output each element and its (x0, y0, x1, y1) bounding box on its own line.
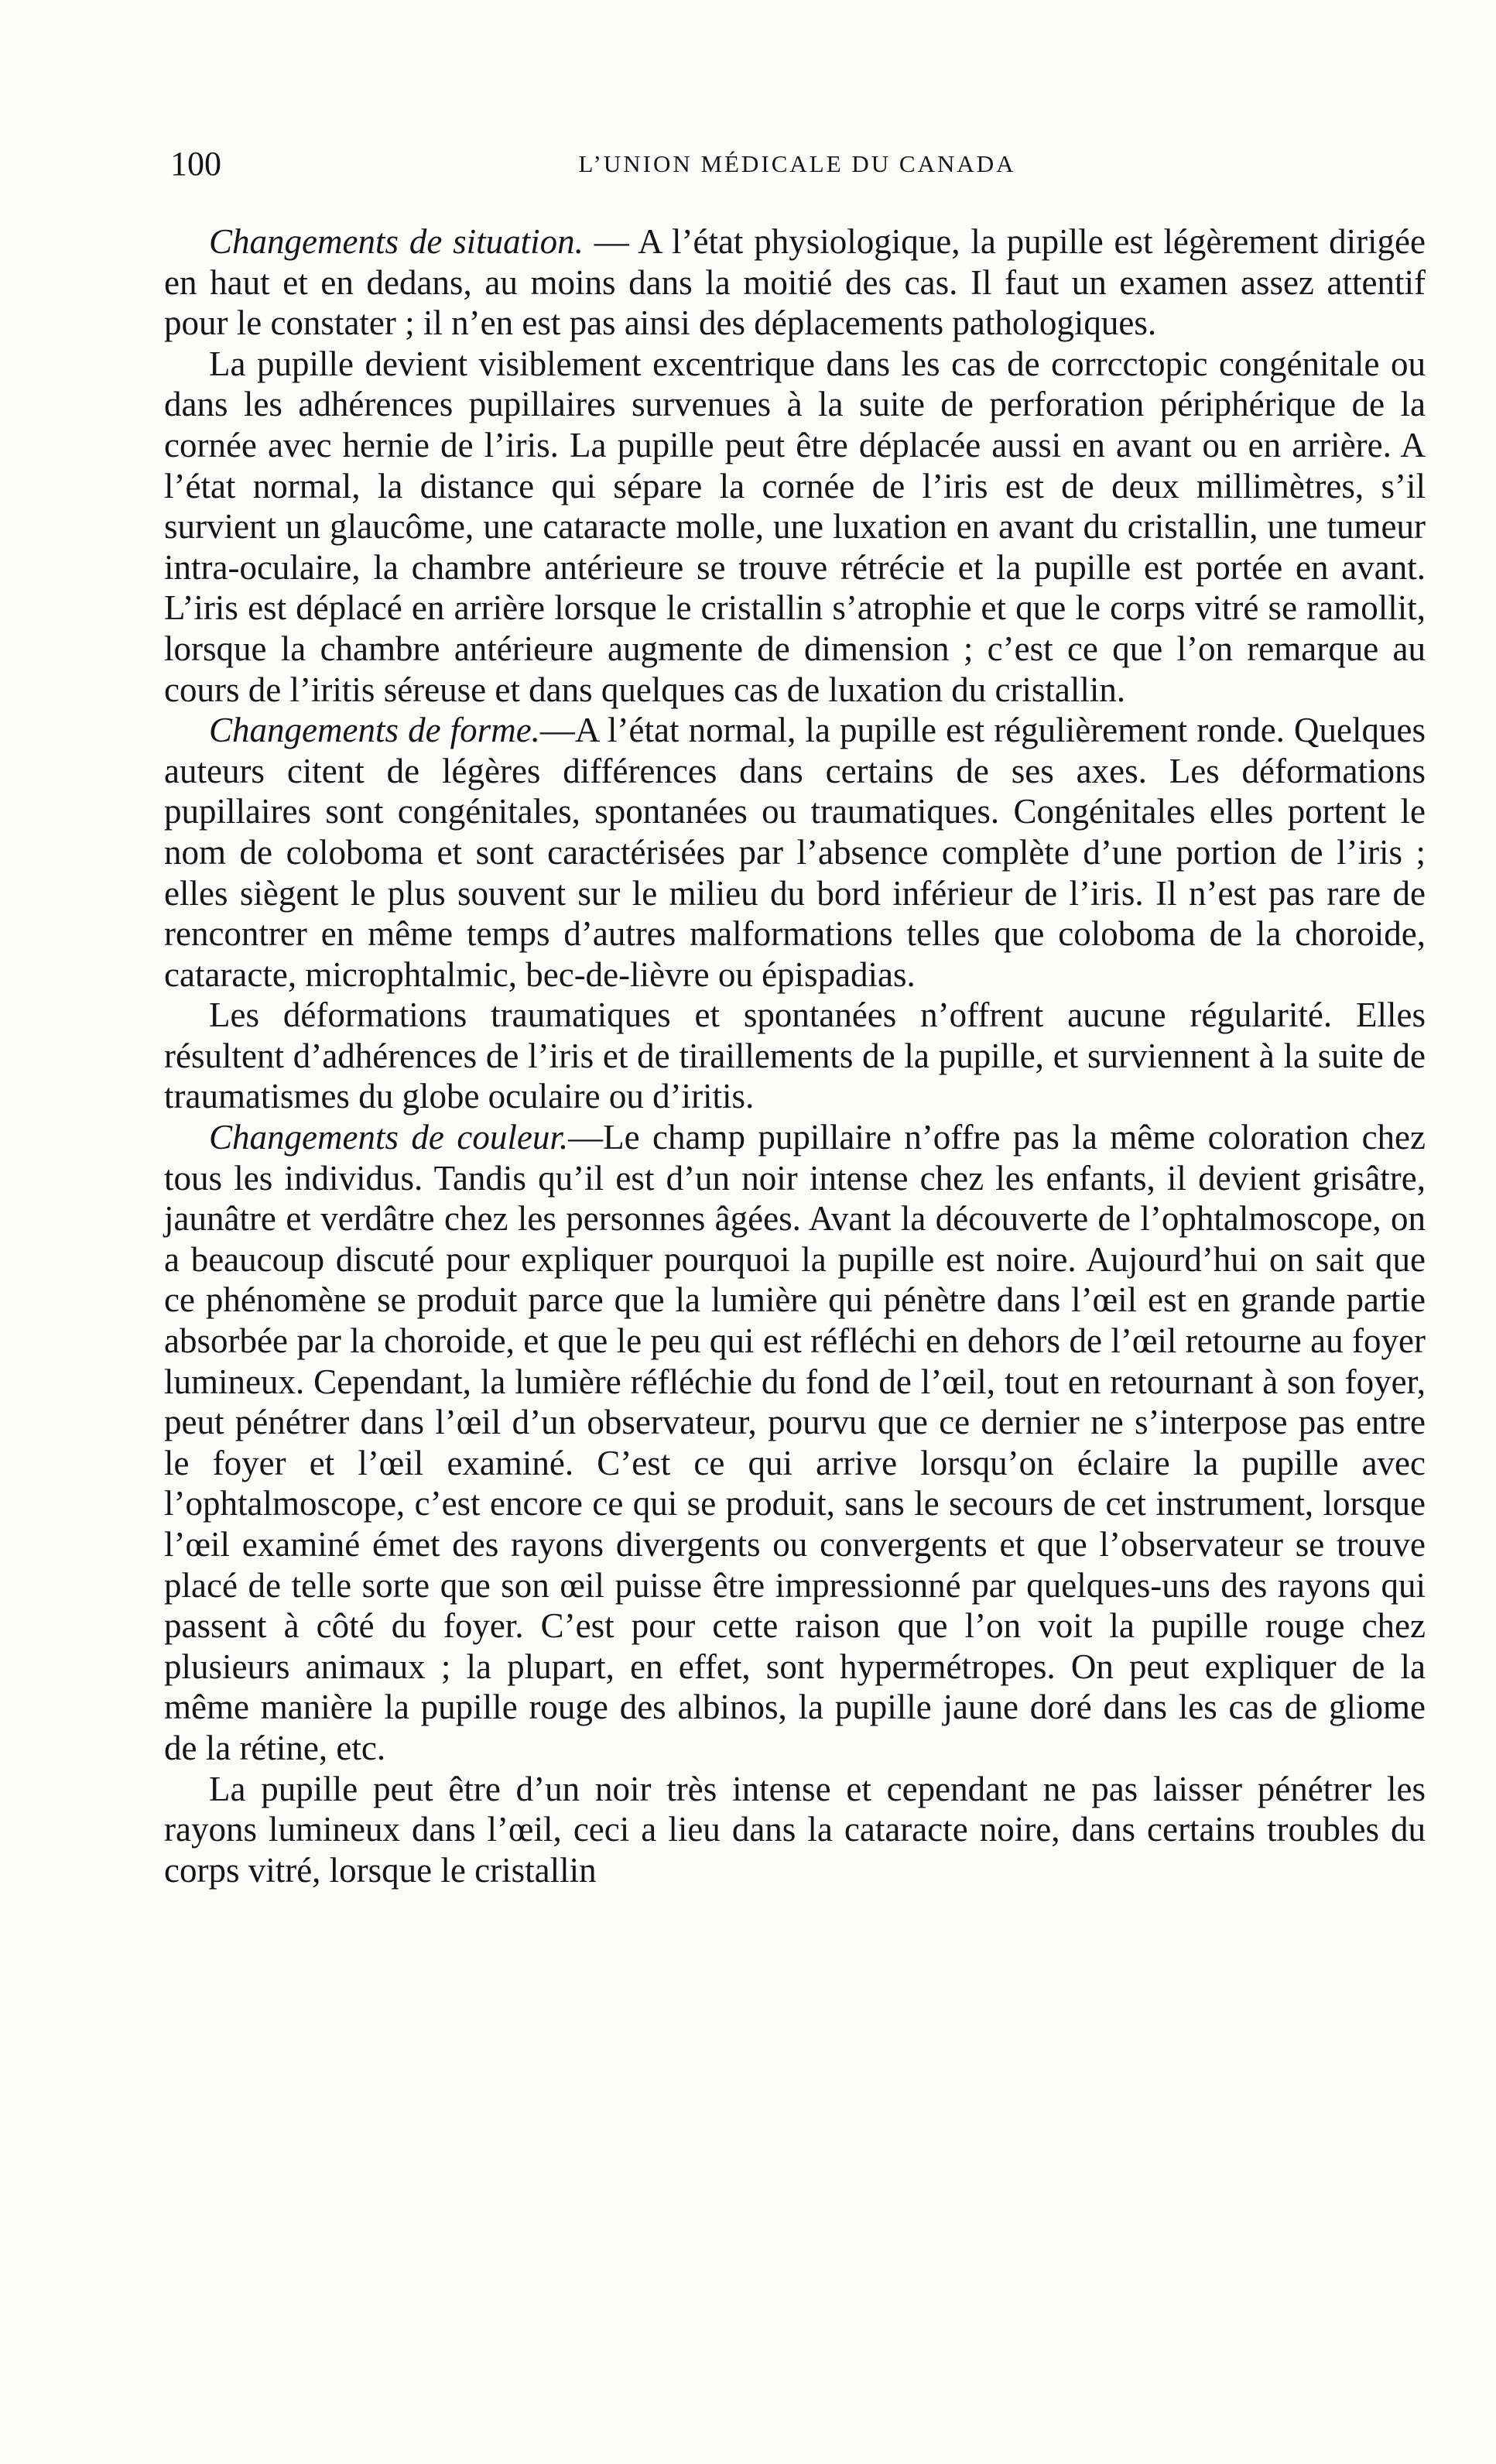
running-title: L’UNION MÉDICALE DU CANADA (578, 150, 1016, 177)
paragraph-text: —A l’état normal, la pupille est régulièrement ronde. Quelques auteurs citent de légères différences dans certains de ses axes. Les déformations pupillaires sont congénitales, spontanées ou traumatiques. Congénitales elles portent le nom de coloboma et sont caractérisées par l’absence complète d’une portion de l’iris ; elles siègent le plus souvent sur le milieu du bord inférieur de l’iris. Il n’est pas rare de rencontrer en même temps d’autres malformations telles que coloboma de la choroide, cataracte, microphtalmic, bec-de-lièvre ou épispadias. (164, 711, 1426, 994)
page-header (170, 141, 1424, 187)
section-heading-form: Changements de forme. (209, 711, 540, 750)
paragraph-text: La pupille devient visiblement excentrique dans les cas de corrcctopic congénitale ou dans les adhérences pupillaires survenues à la suite de perforation périphérique de la cornée avec hernie de l’iris. La pupille peut être déplacée aussi en avant ou en arrière. A l’état normal, la distance qui sépare la cornée de l’iris est de deux millimètres, s’il survient un glaucôme, une cataracte molle, une luxation en avant du cristallin, une tumeur intra-oculaire, la chambre antérieure se trouve rétrécie et la pupille est portée en avant. L’iris est déplacé en arrière lorsque le cristallin s’atrophie et que le corps vitré se ramollit, lorsque la chambre antérieure augmente de dimension ; c’est ce que l’on remarque au cours de l’iritis séreuse et dans quelques cas de luxation du cristallin. (164, 344, 1426, 709)
paragraph-text: La pupille peut être d’un noir très intense et cependant ne pas laisser pénétrer les rayons lumineux dans l’œil, ceci a lieu dans la cataracte noire, dans certains troubles du corps vitré, lorsque le cristallin (164, 1769, 1426, 1890)
paragraph-situation (164, 221, 1426, 344)
section-heading-situation: Changements de situation. (209, 222, 584, 261)
section-heading-color: Changements de couleur. (209, 1118, 569, 1157)
paragraph-text: — A l’état physiologique, la pupille est légèrement dirigée en haut et en dedans, au moins dans la moitié des cas. Il faut un examen assez attentif pour le constater ; il n’en est pas ainsi des déplacements pathologiques. (164, 222, 1426, 343)
page-number: 100 (170, 145, 221, 183)
paragraph-color (164, 1117, 1426, 1769)
paragraph-form (164, 710, 1426, 995)
paragraph-text: —Le champ pupillaire n’offre pas la même coloration chez tous les individus. Tandis qu’il est d’un noir intense chez les enfants, il devient grisâtre, jaunâtre et verdâtre chez les personnes âgées. Avant la découverte de l’ophtalmoscope, on a beaucoup discuté pour expliquer pourquoi la pupille est noire. Aujourd’hui on sait que ce phénomène se produit parce que la lumière qui pénètre dans l’œil est en grande partie absorbée par la choroide, et que le peu qui est réfléchi en dehors de l’œil retourne au foyer lumineux. Cependant, la lumière réfléchie du fond de l’œil, tout en retournant à son foyer, peut pénétrer dans l’œil d’un observateur, pourvu que ce dernier ne s’interpose pas entre le foyer et l’œil examiné. C’est ce qui arrive lorsqu’on éclaire la pupille avec l’ophtalmoscope, c’est encore ce qui se produit, sans le secours de cet instrument, lorsque l’œil examiné émet des rayons divergents ou convergents et que l’observateur se trouve placé de telle sorte que son œil puisse être impressionné par quelques-uns des rayons qui passent à côté du foyer. C’est pour cette raison que l’on voit la pupille rouge chez plusieurs animaux ; la plupart, en effet, sont hypermétropes. On peut expliquer de la même manière la pupille rouge des albinos, la pupille jaune doré dans les cas de gliome de la rétine, etc. (164, 1118, 1426, 1767)
paragraph-text: Les déformations traumatiques et spontanées n’offrent aucune régularité. Elles résultent d’adhérences de l’iris et de tiraillements de la pupille, et surviennent à la suite de traumatismes du globe oculaire ou d’iritis. (164, 996, 1426, 1116)
paragraph-traumatic-deformations (164, 995, 1426, 1117)
paragraph-black-pupil (164, 1769, 1426, 1891)
paragraph-excentric-pupil (164, 344, 1426, 710)
article-body (164, 221, 1426, 1890)
